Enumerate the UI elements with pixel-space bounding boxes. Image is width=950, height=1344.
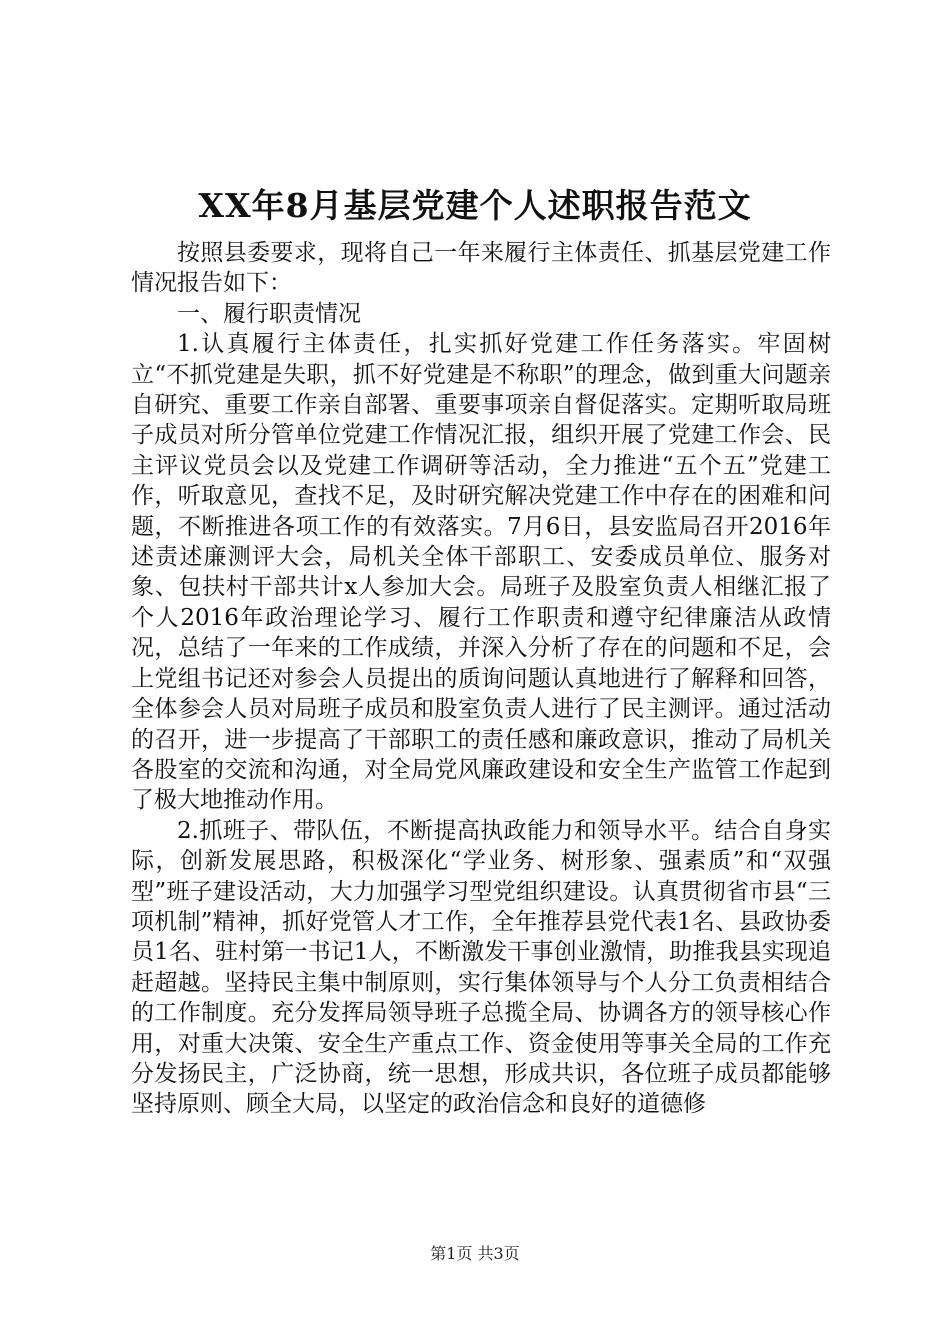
body-paragraph: 1.认真履行主体责任，扎实抓好党建工作任务落实。牢固树立“不抓党建是失职，抓不好党建是不称职”的理念，做到重大问题亲自研究、重要工作亲自部署、重要事项亲自督促落实。定期听取局班子成员对所分管单位党建工作情况汇报，组织开展了党建工作会、民主评议党员会以及党建工作调研等活动，全力推进“五个五”党建工作，听取意见，查找不足，及时研究解决党建工作中存在的困难和问题，不断推进各项工作的有效落实。7月6日，县安监局召开2016年述责述廉测评大会，局机关全体干部职工、安委成员单位、服务对象、包扶村干部共计x人参加大会。局班子及股室负责人相继汇报了个人2016年政治理论学习、履行工作职责和遵守纪律廉洁从政情况，总结了一年来的工作成绩，并深入分析了存在的问题和不足，会上党组书记还对参会人员提出的质询问题认真地进行了解释和回答，全体参会人员对局班子成员和股室负责人进行了民主测评。通过活动的召开，进一步提高了干部职工的责任感和廉政意识，推动了局机关各股室的交流和沟通，对全局党风廉政建设和安全生产监管工作起到了极大地推动作用。 [131, 331, 831, 814]
document-title: XX年8月基层党建个人述职报告范文 [198, 186, 752, 225]
section-heading: 一、履行职责情况 [177, 300, 361, 327]
body-paragraph: 2.抓班子、带队伍，不断提高执政能力和领导水平。结合自身实际，创新发展思路，积极深化“学业务、树形象、强素质”和“双强型”班子建设活动，大力加强学习型党组织建设。认真贯彻省市县“三项机制”精神，抓好党管人才工作，全年推荐县党代表1名、县政协委员1名、驻村第一书记1人，不断激发干事创业激情，助推我县实现追赶超越。坚持民主集中制原则，实行集体领导与个人分工负责相结合的工作制度。充分发挥局领导班子总揽全局、协调各方的领导核心作用，对重大决策、安全生产重点工作、资金使用等事关全局的工作充分发扬民主，广泛协商，统一思想，形成共识，各位班子成员都能够坚持原则、顾全大局，以坚定的政治信念和良好的道德修 [131, 817, 831, 1118]
intro-paragraph: 按照县委要求，现将自己一年来履行主体责任、抓基层党建工作情况报告如下： [131, 240, 831, 297]
document-body [131, 238, 831, 1120]
page-number: 第1页 共3页 [430, 1244, 520, 1263]
